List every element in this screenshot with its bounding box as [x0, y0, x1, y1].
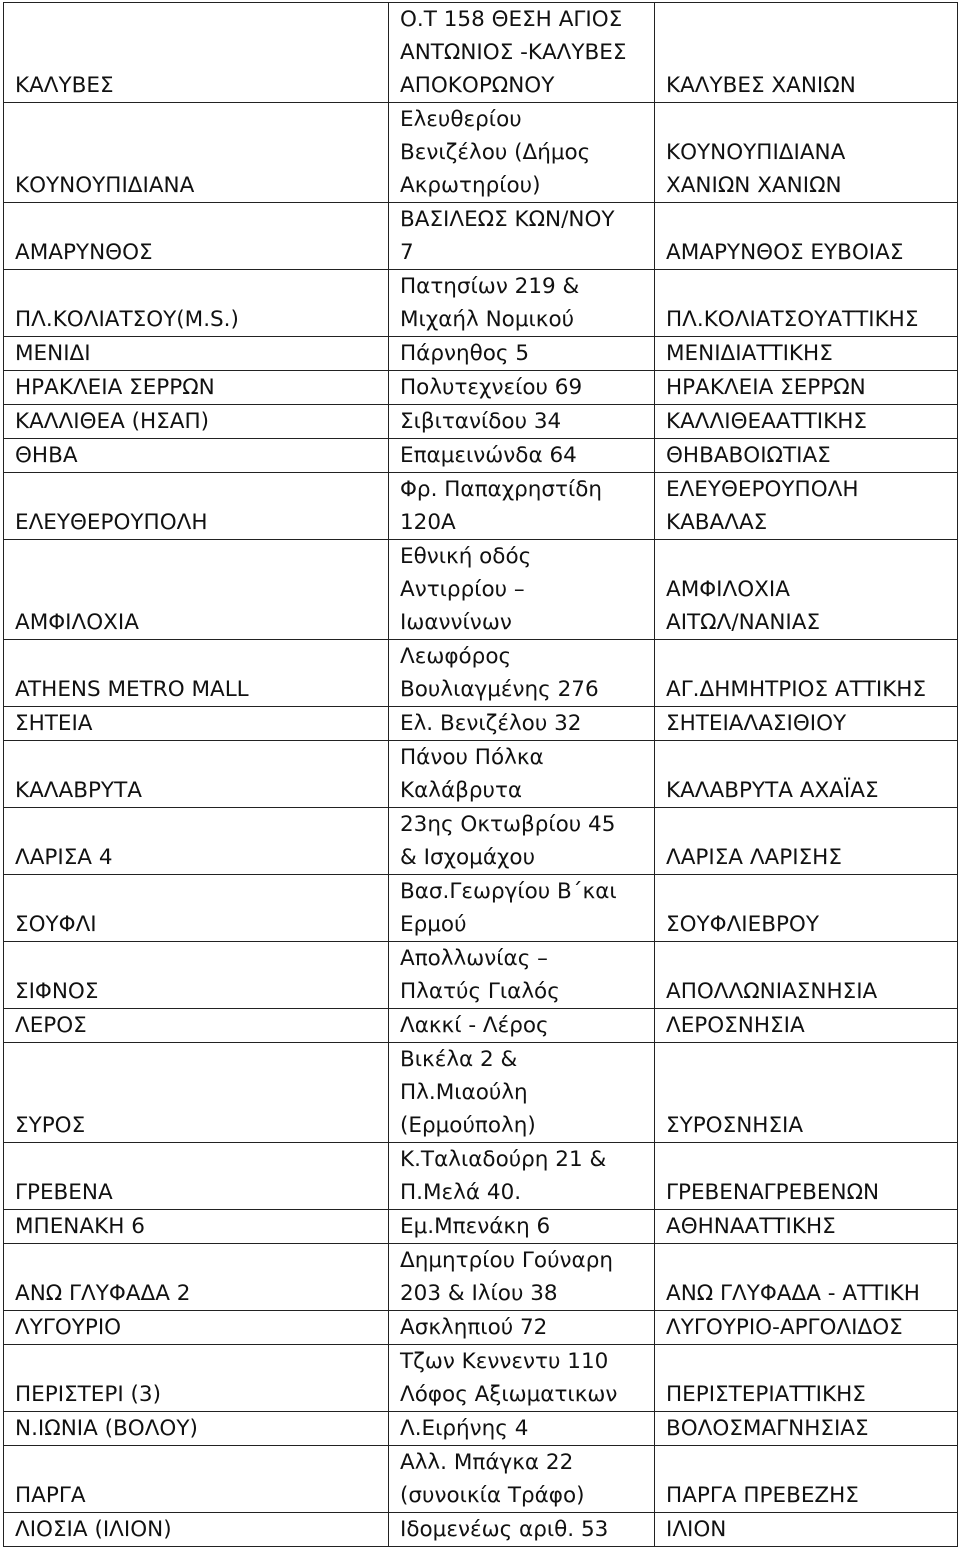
- table-row: [4, 1311, 958, 1345]
- location-cell: ΗΡΑΚΛΕΙΑ ΣΕΡΡΩΝ: [4, 371, 389, 405]
- location-cell: ΜΠΕΝΑΚΗ 6: [4, 1210, 389, 1244]
- area-cell: ΑΝΩ ΓΛΥΦΑΔΑ - ΑΤΤΙΚΗ: [655, 1244, 958, 1311]
- table-row: [4, 1009, 958, 1043]
- location-cell: ATHENS METRO MALL: [4, 640, 389, 707]
- location-cell: ΛΥΓΟΥΡΙΟ: [4, 1311, 389, 1345]
- location-cell: ΜΕΝΙΔΙ: [4, 337, 389, 371]
- address-cell: Πάρνηθος 5: [389, 337, 655, 371]
- area-cell: ΑΓ.ΔΗΜΗΤΡΙΟΣ ΑΤΤΙΚΗΣ: [655, 640, 958, 707]
- address-cell: ΒΑΣΙΛΕΩΣ ΚΩΝ/ΝΟΥ 7: [389, 203, 655, 270]
- area-cell: ΒΟΛΟΣΜΑΓΝΗΣΙΑΣ: [655, 1412, 958, 1446]
- address-cell: Ο.Τ 158 ΘΕΣΗ ΑΓΙΟΣ ΑΝΤΩΝΙΟΣ -ΚΑΛΥΒΕΣ ΑΠΟΚΟΡΩΝΟΥ: [389, 3, 655, 103]
- location-cell: ΛΙΟΣΙΑ (ΙΛΙΟΝ): [4, 1513, 389, 1547]
- address-cell: Αλλ. Μπάγκα 22 (συνοικία Τράφο): [389, 1446, 655, 1513]
- location-cell: Ν.ΙΩΝΙΑ (ΒΟΛΟΥ): [4, 1412, 389, 1446]
- area-cell: ΑΜΦΙΛΟΧΙΑ ΑΙΤΩΛ/ΝΑΝΙΑΣ: [655, 540, 958, 640]
- address-cell: Ιδομενέως αριθ. 53: [389, 1513, 655, 1547]
- area-cell: ΑΘΗΝΑΑΤΤΙΚΗΣ: [655, 1210, 958, 1244]
- area-cell: ΕΛΕΥΘΕΡΟΥΠΟΛΗ ΚΑΒΑΛΑΣ: [655, 473, 958, 540]
- area-cell: ΘΗΒΑΒΟΙΩΤΙΑΣ: [655, 439, 958, 473]
- table-row: [4, 540, 958, 640]
- table-row: [4, 405, 958, 439]
- table-row: [4, 337, 958, 371]
- address-cell: Πάνου Πόλκα Καλάβρυτα: [389, 741, 655, 808]
- table-row: [4, 439, 958, 473]
- area-cell: ΚΟΥΝΟΥΠΙΔΙΑΝΑ ΧΑΝΙΩΝ ΧΑΝΙΩΝ: [655, 103, 958, 203]
- table-row: [4, 1244, 958, 1311]
- table-row: [4, 942, 958, 1009]
- table-row: [4, 473, 958, 540]
- table-row: [4, 1143, 958, 1210]
- table-row: [4, 203, 958, 270]
- location-cell: ΓΡΕΒΕΝΑ: [4, 1143, 389, 1210]
- area-cell: ΚΑΛΛΙΘΕΑΑΤΤΙΚΗΣ: [655, 405, 958, 439]
- table-row: [4, 741, 958, 808]
- address-cell: Απολλωνίας – Πλατύς Γιαλός: [389, 942, 655, 1009]
- table-row: [4, 1210, 958, 1244]
- location-cell: ΘΗΒΑ: [4, 439, 389, 473]
- address-cell: Ασκληπιού 72: [389, 1311, 655, 1345]
- address-cell: Λεωφόρος Βουλιαγμένης 276: [389, 640, 655, 707]
- address-cell: Λακκί - Λέρος: [389, 1009, 655, 1043]
- address-cell: Κ.Ταλιαδούρη 21 & Π.Μελά 40.: [389, 1143, 655, 1210]
- area-cell: ΜΕΝΙΔΙΑΤΤΙΚΗΣ: [655, 337, 958, 371]
- area-cell: ΛΕΡΟΣΝΗΣΙΑ: [655, 1009, 958, 1043]
- address-cell: Φρ. Παπαχρηστίδη 120Α: [389, 473, 655, 540]
- address-cell: Πατησίων 219 & Μιχαήλ Νομικού: [389, 270, 655, 337]
- table-row: [4, 1345, 958, 1412]
- table-row: [4, 808, 958, 875]
- address-cell: Σιβιτανίδου 34: [389, 405, 655, 439]
- address-cell: Βικέλα 2 & Πλ.Μιαούλη (Ερμούπολη): [389, 1043, 655, 1143]
- address-cell: 23ης Οκτωβρίου 45 & Ισχομάχου: [389, 808, 655, 875]
- location-cell: ΠΕΡΙΣΤΕΡΙ (3): [4, 1345, 389, 1412]
- store-address-table: [3, 2, 958, 1547]
- address-cell: Λ.Ειρήνης 4: [389, 1412, 655, 1446]
- area-cell: ΠΛ.ΚΟΛΙΑΤΣΟΥΑΤΤΙΚΗΣ: [655, 270, 958, 337]
- location-cell: ΚΟΥΝΟΥΠΙΔΙΑΝΑ: [4, 103, 389, 203]
- area-cell: ΠΑΡΓΑ ΠΡΕΒΕΖΗΣ: [655, 1446, 958, 1513]
- location-cell: ΛΕΡΟΣ: [4, 1009, 389, 1043]
- area-cell: ΛΥΓΟΥΡΙΟ-ΑΡΓΟΛΙΔΟΣ: [655, 1311, 958, 1345]
- area-cell: ΓΡΕΒΕΝΑΓΡΕΒΕΝΩΝ: [655, 1143, 958, 1210]
- table-row: [4, 875, 958, 942]
- location-cell: ΕΛΕΥΘΕΡΟΥΠΟΛΗ: [4, 473, 389, 540]
- area-cell: ΑΠΟΛΛΩΝΙΑΣΝΗΣΙΑ: [655, 942, 958, 1009]
- location-cell: ΠΑΡΓΑ: [4, 1446, 389, 1513]
- table-row: [4, 640, 958, 707]
- table-row: [4, 1513, 958, 1547]
- location-cell: ΛΑΡΙΣΑ 4: [4, 808, 389, 875]
- location-cell: ΚΑΛΛΙΘΕΑ (ΗΣΑΠ): [4, 405, 389, 439]
- address-cell: Επαμεινώνδα 64: [389, 439, 655, 473]
- address-cell: Δημητρίου Γούναρη 203 & Ιλίου 38: [389, 1244, 655, 1311]
- address-cell: Πολυτεχνείου 69: [389, 371, 655, 405]
- location-cell: ΑΝΩ ΓΛΥΦΑΔΑ 2: [4, 1244, 389, 1311]
- location-cell: ΚΑΛΑΒΡΥΤΑ: [4, 741, 389, 808]
- address-cell: Βασ.Γεωργίου Β΄και Ερμού: [389, 875, 655, 942]
- location-cell: ΑΜΦΙΛΟΧΙΑ: [4, 540, 389, 640]
- location-cell: ΠΛ.ΚΟΛΙΑΤΣΟΥ(Μ.S.): [4, 270, 389, 337]
- table-row: [4, 1043, 958, 1143]
- table-row: [4, 103, 958, 203]
- table-body: [4, 3, 958, 1547]
- table-row: [4, 3, 958, 103]
- location-cell: ΑΜΑΡΥΝΘΟΣ: [4, 203, 389, 270]
- area-cell: ΠΕΡΙΣΤΕΡΙΑΤΤΙΚΗΣ: [655, 1345, 958, 1412]
- table-row: [4, 371, 958, 405]
- area-cell: ΙΛΙΟΝ: [655, 1513, 958, 1547]
- table-row: [4, 1446, 958, 1513]
- address-cell: Εμ.Μπενάκη 6: [389, 1210, 655, 1244]
- table-row: [4, 270, 958, 337]
- area-cell: ΑΜΑΡΥΝΘΟΣ ΕΥΒΟΙΑΣ: [655, 203, 958, 270]
- table-row: [4, 1412, 958, 1446]
- address-cell: Ελ. Βενιζέλου 32: [389, 707, 655, 741]
- area-cell: ΣΗΤΕΙΑΛΑΣΙΘΙΟΥ: [655, 707, 958, 741]
- table-row: [4, 707, 958, 741]
- location-cell: ΣΗΤΕΙΑ: [4, 707, 389, 741]
- address-cell: Ελευθερίου Βενιζέλου (Δήμος Ακρωτηρίου): [389, 103, 655, 203]
- area-cell: ΗΡΑΚΛΕΙΑ ΣΕΡΡΩΝ: [655, 371, 958, 405]
- area-cell: ΚΑΛΥΒΕΣ ΧΑΝΙΩΝ: [655, 3, 958, 103]
- area-cell: ΛΑΡΙΣΑ ΛΑΡΙΣΗΣ: [655, 808, 958, 875]
- area-cell: ΣΥΡΟΣΝΗΣΙΑ: [655, 1043, 958, 1143]
- location-cell: ΣΥΡΟΣ: [4, 1043, 389, 1143]
- address-cell: Εθνική οδός Αντιρρίου – Ιωαννίνων: [389, 540, 655, 640]
- address-cell: Τζων Κεννεντυ 110 Λόφος Αξιωματικων: [389, 1345, 655, 1412]
- area-cell: ΚΑΛΑΒΡΥΤΑ ΑΧΑΪΑΣ: [655, 741, 958, 808]
- location-cell: ΣΟΥΦΛΙ: [4, 875, 389, 942]
- location-cell: ΚΑΛΥΒΕΣ: [4, 3, 389, 103]
- area-cell: ΣΟΥΦΛΙΕΒΡΟΥ: [655, 875, 958, 942]
- location-cell: ΣΙΦΝΟΣ: [4, 942, 389, 1009]
